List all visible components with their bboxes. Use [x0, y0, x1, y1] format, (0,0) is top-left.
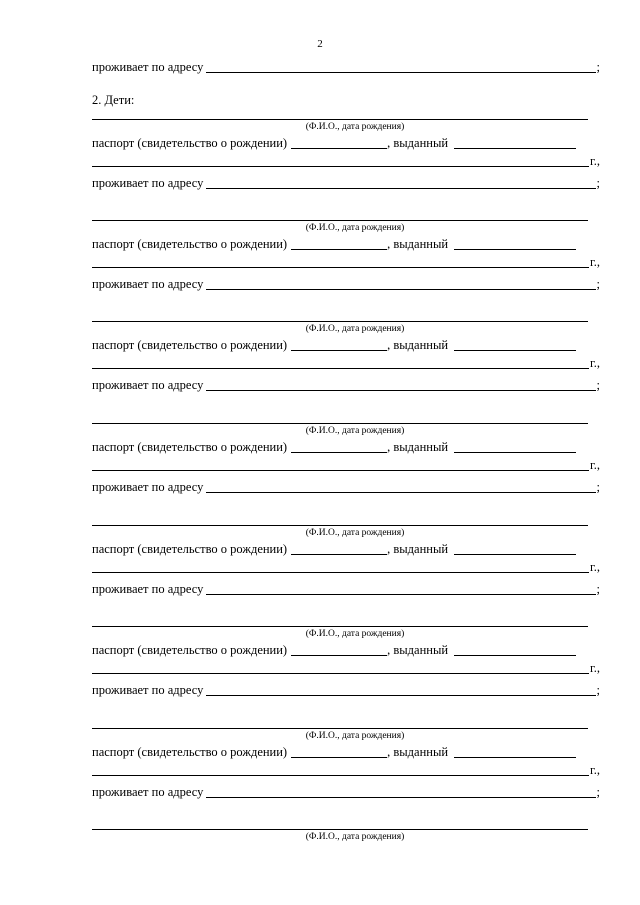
issued-label: , выданный	[387, 643, 449, 657]
child-caption: (Ф.И.О., дата рождения)	[305, 832, 405, 842]
address-field[interactable]	[206, 582, 595, 595]
passport-row	[92, 641, 600, 657]
issued-by-field[interactable]	[454, 542, 576, 555]
address-label: проживает по адресу	[92, 785, 204, 799]
year-suffix: г.,	[590, 661, 600, 675]
child-name-field[interactable]	[92, 626, 588, 627]
passport-number-field[interactable]	[291, 745, 387, 758]
address-row	[92, 275, 600, 291]
child-name-field[interactable]	[92, 525, 588, 526]
address-field[interactable]	[206, 683, 595, 696]
address-row	[92, 478, 600, 494]
child-name-field[interactable]	[92, 728, 588, 729]
issue-date-field[interactable]	[92, 560, 589, 573]
child-name-field[interactable]	[92, 220, 588, 221]
passport-label: паспорт (свидетельство о рождении)	[92, 338, 288, 352]
issued-by-field[interactable]	[454, 136, 576, 149]
issue-date-row	[92, 152, 600, 168]
address-label: проживает по адресу	[92, 582, 204, 596]
issue-date-field[interactable]	[92, 255, 589, 268]
address-end-mark: ;	[596, 582, 600, 596]
passport-row	[92, 336, 600, 352]
child-name-field[interactable]	[92, 321, 588, 322]
passport-label: паспорт (свидетельство о рождении)	[92, 440, 288, 454]
address-field[interactable]	[206, 176, 595, 189]
page-number: 2	[317, 38, 323, 50]
year-suffix: г.,	[590, 154, 600, 168]
passport-row	[92, 235, 600, 251]
address-row	[92, 681, 600, 697]
child-caption: (Ф.И.О., дата рождения)	[305, 629, 405, 639]
address-end-mark: ;	[596, 480, 600, 494]
issue-date-field[interactable]	[92, 356, 589, 369]
passport-row	[92, 438, 600, 454]
passport-label: паспорт (свидетельство о рождении)	[92, 237, 288, 251]
passport-number-field[interactable]	[291, 643, 387, 656]
address-row	[92, 376, 600, 392]
address-row	[92, 174, 600, 190]
child-caption: (Ф.И.О., дата рождения)	[305, 528, 405, 538]
issue-date-field[interactable]	[92, 661, 589, 674]
issue-date-field[interactable]	[92, 458, 589, 471]
year-suffix: г.,	[590, 356, 600, 370]
issued-label: , выданный	[387, 237, 449, 251]
address-end-mark: ;	[596, 176, 600, 190]
child-caption: (Ф.И.О., дата рождения)	[305, 731, 405, 741]
passport-number-field[interactable]	[291, 542, 387, 555]
issued-by-field[interactable]	[454, 237, 576, 250]
passport-label: паспорт (свидетельство о рождении)	[92, 643, 288, 657]
address-row	[92, 783, 600, 799]
address-label: проживает по адресу	[92, 683, 204, 697]
passport-row	[92, 540, 600, 556]
address-field[interactable]	[206, 480, 595, 493]
issued-label: , выданный	[387, 440, 449, 454]
address-row	[92, 580, 600, 596]
passport-label: паспорт (свидетельство о рождении)	[92, 745, 288, 759]
address-end-mark: ;	[596, 683, 600, 697]
child-caption: (Ф.И.О., дата рождения)	[305, 324, 405, 334]
passport-number-field[interactable]	[291, 338, 387, 351]
issue-date-row	[92, 354, 600, 370]
issue-date-field[interactable]	[92, 154, 589, 167]
year-suffix: г.,	[590, 458, 600, 472]
address-label: проживает по адресу	[92, 480, 204, 494]
section-title: 2. Дети:	[92, 93, 135, 107]
child-caption: (Ф.И.О., дата рождения)	[305, 122, 405, 132]
issued-label: , выданный	[387, 745, 449, 759]
issued-by-field[interactable]	[454, 745, 576, 758]
address-label: проживает по адресу	[92, 176, 204, 190]
child-caption: (Ф.И.О., дата рождения)	[305, 223, 405, 233]
issued-label: , выданный	[387, 542, 449, 556]
issued-by-field[interactable]	[454, 338, 576, 351]
address-label: проживает по адресу	[92, 277, 204, 291]
child-name-field[interactable]	[92, 423, 588, 424]
passport-label: паспорт (свидетельство о рождении)	[92, 136, 288, 150]
child-name-field[interactable]	[92, 119, 588, 120]
address-field[interactable]	[206, 378, 595, 391]
address-row	[92, 58, 600, 74]
issue-date-field[interactable]	[92, 763, 589, 776]
issue-date-row	[92, 659, 600, 675]
child-name-field[interactable]	[92, 829, 588, 830]
issued-by-field[interactable]	[454, 440, 576, 453]
address-end-mark: ;	[596, 378, 600, 392]
issued-by-field[interactable]	[454, 643, 576, 656]
child-caption: (Ф.И.О., дата рождения)	[305, 426, 405, 436]
year-suffix: г.,	[590, 763, 600, 777]
issue-date-row	[92, 761, 600, 777]
issue-date-row	[92, 558, 600, 574]
issued-label: , выданный	[387, 338, 449, 352]
year-suffix: г.,	[590, 560, 600, 574]
address-field[interactable]	[206, 60, 595, 73]
passport-label: паспорт (свидетельство о рождении)	[92, 542, 288, 556]
address-field[interactable]	[206, 785, 595, 798]
address-end-mark: ;	[596, 277, 600, 291]
passport-row	[92, 134, 600, 150]
passport-number-field[interactable]	[291, 136, 387, 149]
issued-label: , выданный	[387, 136, 449, 150]
issue-date-row	[92, 253, 600, 269]
address-end-mark: ;	[596, 785, 600, 799]
address-end-mark: ;	[596, 60, 600, 74]
address-field[interactable]	[206, 277, 595, 290]
issue-date-row	[92, 456, 600, 472]
address-label: проживает по адресу	[92, 60, 204, 74]
passport-row	[92, 743, 600, 759]
address-label: проживает по адресу	[92, 378, 204, 392]
passport-number-field[interactable]	[291, 237, 387, 250]
year-suffix: г.,	[590, 255, 600, 269]
passport-number-field[interactable]	[291, 440, 387, 453]
